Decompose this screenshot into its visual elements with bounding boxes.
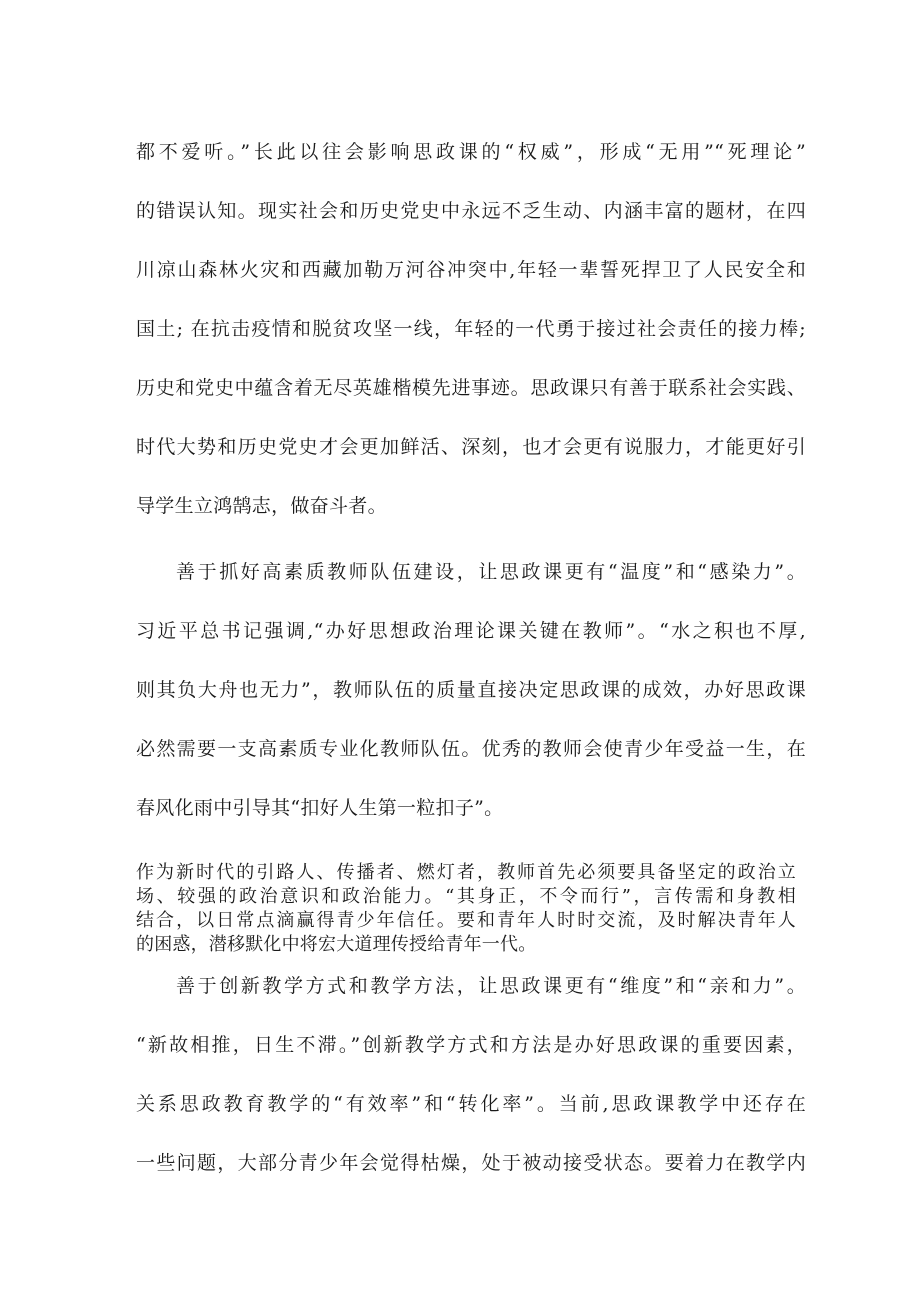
text-line: 的困惑，潜移默化中将宏大道理传授给青年一代。 [136,934,537,955]
text-line: 都不爱听。”长此以往会影响思政课的“权威”，形成“无用”“死理论” [136,141,806,163]
text-line: 历史和党史中蕴含着无尽英雄楷模先进事迹。思政课只有善于联系社会实践、 [136,377,806,399]
paragraph-3 [136,861,796,957]
text-line: 导学生立鸿鹄志，做奋斗者。 [136,495,387,517]
text-line: 一些问题，大部分青少年会觉得枯燥，处于被动接受状态。要着力在教学内 [136,1152,806,1174]
text-line: 关系思政教育教学的“有效率”和“转化率”。当前,思政课教学中还存在 [136,1093,806,1115]
text-line: 时代大势和历史党史才会更加鲜活、深刻，也才会更有说服力，才能更好引 [136,436,806,458]
text-line: 场、较强的政治意识和政治能力。“其身正，不令而行”，言传需和身教相 [136,886,796,907]
text-line: 善于抓好高素质教师队伍建设，让思政课更有“温度”和“感染力”。 [176,561,806,583]
text-line: 则其负大舟也无力”，教师队伍的质量直接决定思政课的成效，办好思政课 [136,679,806,701]
text-line: 的错误认知。现实社会和历史党史中永远不乏生动、内涵丰富的题材，在四 [136,200,806,222]
text-line: “新故相推，日生不滞。”创新教学方式和方法是办好思政课的重要因素， [136,1034,806,1056]
text-line: 作为新时代的引路人、传播者、燃灯者，教师首先必须要具备坚定的政治立 [136,862,796,883]
text-line: 结合，以日常点滴赢得青少年信任。要和青年人时时交流，及时解决青年人 [136,910,796,931]
text-line: 善于创新教学方式和教学方法，让思政课更有“维度”和“亲和力”。 [176,975,806,997]
text-line: 必然需要一支高素质专业化教师队伍。优秀的教师会使青少年受益一生，在 [136,738,806,760]
text-line: 春风化雨中引导其“扣好人生第一粒扣子”。 [136,797,504,819]
text-line: 川凉山森林火灾和西藏加勒万河谷冲突中,年轻一辈誓死捍卫了人民安全和 [136,259,806,281]
text-line: 国土; 在抗击疫情和脱贫攻坚一线，年轻的一代勇于接过社会责任的接力棒; [136,318,806,340]
text-line: 习近平总书记强调,“办好思想政治理论课关键在教师”。“水之积也不厚, [136,620,806,642]
